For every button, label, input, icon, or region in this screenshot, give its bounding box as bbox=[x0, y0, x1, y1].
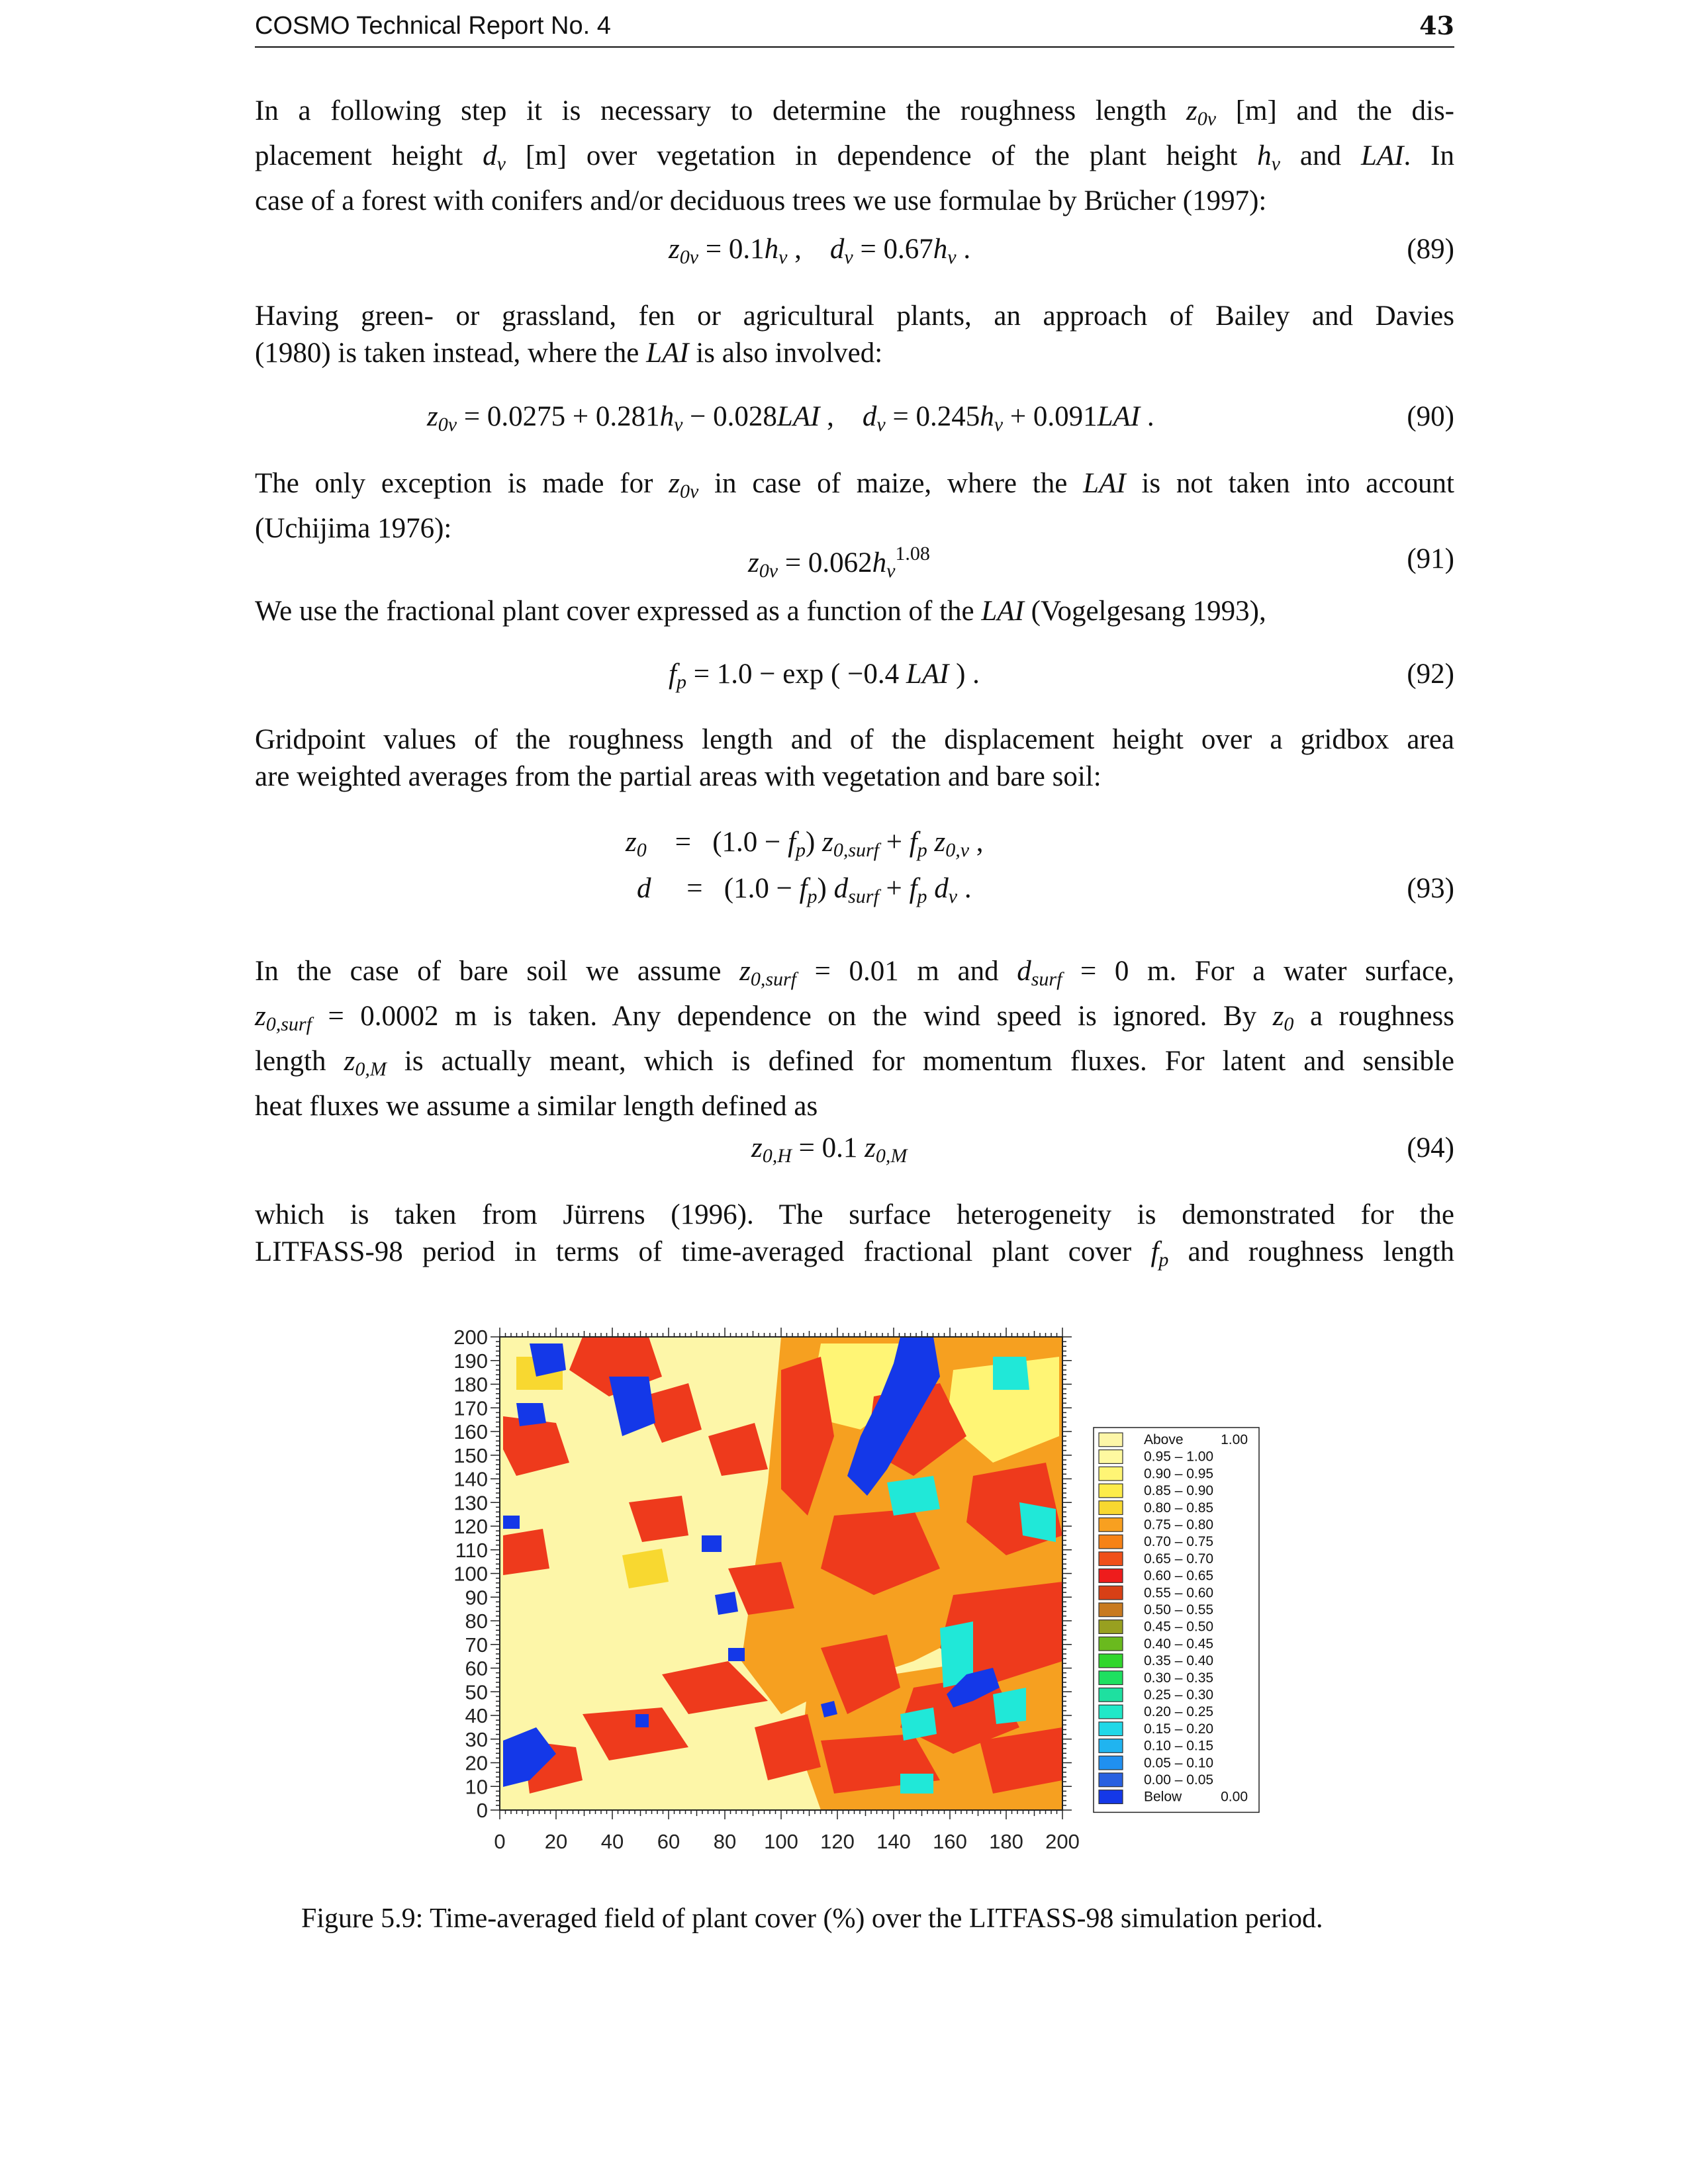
y-tick-label: 0 bbox=[476, 1799, 488, 1822]
legend-swatch bbox=[1099, 1518, 1123, 1532]
heatmap-chart bbox=[410, 1317, 1284, 1886]
text-line: placement height $d_v$ [m] over vegetation in dependence of the plant height $h_v$ and LAI. In bbox=[255, 140, 1454, 175]
report-title: COSMO Technical Report No. 4 bbox=[255, 12, 611, 40]
heatmap-region bbox=[503, 1529, 549, 1575]
equation-89: $z_{0v} = 0.1h_v$ , $d_v = 0.67h_v$ . bbox=[669, 234, 971, 268]
legend-label: 0.30 – 0.35 bbox=[1144, 1670, 1214, 1686]
heatmap-region bbox=[635, 1714, 649, 1727]
legend-swatch bbox=[1099, 1654, 1123, 1668]
paragraph-4 bbox=[255, 593, 1454, 630]
legend-swatch bbox=[1099, 1688, 1123, 1702]
legend-swatch bbox=[1099, 1671, 1123, 1685]
y-tick-label: 60 bbox=[465, 1657, 488, 1680]
legend-swatch bbox=[1099, 1569, 1123, 1583]
paragraph-6 bbox=[255, 953, 1454, 1125]
equation-number: (94) bbox=[1407, 1132, 1454, 1163]
equation-93-line2: d = $(1.0 - f_p)$ $d_{surf} + f_p$ $d_v$ . bbox=[637, 873, 972, 907]
legend-label: 0.75 – 0.80 bbox=[1144, 1517, 1214, 1533]
x-tick-label: 40 bbox=[600, 1830, 624, 1853]
paragraph-2 bbox=[255, 298, 1454, 372]
text-line: (1980) is taken instead, where the LAI is also involved: bbox=[255, 338, 883, 369]
legend-label: 0.50 – 0.55 bbox=[1144, 1602, 1214, 1617]
heatmap-region bbox=[516, 1403, 546, 1426]
equation-number: (93) bbox=[1407, 873, 1454, 904]
y-tick-label: 20 bbox=[465, 1751, 488, 1775]
x-tick-label: 100 bbox=[764, 1830, 798, 1853]
y-tick-label: 120 bbox=[453, 1515, 488, 1538]
legend-swatch bbox=[1099, 1739, 1123, 1753]
y-tick-label: 170 bbox=[453, 1396, 488, 1420]
text-line: heat fluxes we assume a similar length defined as bbox=[255, 1091, 818, 1122]
legend-label: 0.05 – 0.10 bbox=[1144, 1755, 1214, 1771]
legend-swatch bbox=[1099, 1467, 1123, 1480]
legend-swatch bbox=[1099, 1433, 1123, 1447]
legend-label: 0.55 – 0.60 bbox=[1144, 1585, 1214, 1601]
text-line: (Uchijima 1976): bbox=[255, 513, 452, 544]
legend-swatch bbox=[1099, 1501, 1123, 1515]
x-tick-label: 60 bbox=[657, 1830, 680, 1853]
text-line: We use the fractional plant cover expressed as a function of the LAI (Vogelgesang 1993), bbox=[255, 596, 1266, 627]
y-tick-label: 50 bbox=[465, 1680, 488, 1704]
x-tick-label: 160 bbox=[933, 1830, 967, 1853]
legend-swatch bbox=[1099, 1637, 1123, 1651]
heatmap-region bbox=[715, 1592, 738, 1615]
legend-label: 0.85 – 0.90 bbox=[1144, 1483, 1214, 1499]
equation-92: $f_p = 1.0 - \exp$ ( −0.4 LAI ) . bbox=[669, 659, 980, 693]
legend-label: 0.00 – 0.05 bbox=[1144, 1772, 1214, 1788]
legend-label: 0.45 – 0.50 bbox=[1144, 1619, 1214, 1635]
legend-label: 0.25 – 0.30 bbox=[1144, 1687, 1214, 1703]
heatmap-region bbox=[622, 1549, 669, 1588]
equation-90: $z_{0v} = 0.0275 + 0.281h_v - 0.028LAI$ , $d_v = 0.245h_v + 0.091LAI$ . bbox=[427, 401, 1154, 435]
legend-label: Above bbox=[1144, 1432, 1184, 1447]
heatmap-region bbox=[728, 1648, 745, 1661]
legend-label: 0.10 – 0.15 bbox=[1144, 1738, 1214, 1754]
text-line: In the case of bare soil we assume $z_{0,surf} = 0.01$ m and $d_{surf} = 0$ m. For a water surface, bbox=[255, 956, 1454, 990]
legend-value: 1.00 bbox=[1221, 1432, 1248, 1447]
legend-label: 0.35 – 0.40 bbox=[1144, 1653, 1214, 1669]
heatmap-region bbox=[900, 1774, 933, 1794]
legend-swatch bbox=[1099, 1450, 1123, 1464]
x-tick-label: 140 bbox=[876, 1830, 911, 1853]
x-tick-label: 80 bbox=[713, 1830, 737, 1853]
heatmap-region bbox=[887, 1476, 940, 1516]
x-tick-label: 0 bbox=[494, 1830, 506, 1853]
y-tick-label: 150 bbox=[453, 1443, 488, 1467]
legend-label: 0.60 – 0.65 bbox=[1144, 1568, 1214, 1584]
text-line: In a following step it is necessary to determine the roughness length $z_{0v}$ [m] and the dis- bbox=[255, 95, 1455, 130]
legend-swatch bbox=[1099, 1535, 1123, 1549]
y-tick-label: 200 bbox=[453, 1326, 488, 1349]
x-tick-label: 180 bbox=[989, 1830, 1023, 1853]
y-tick-label: 190 bbox=[453, 1349, 488, 1373]
text-line: Having green- or grassland, fen or agricultural plants, an approach of Bailey and Davies bbox=[255, 300, 1454, 332]
y-tick-label: 40 bbox=[465, 1704, 488, 1727]
text-line: which is taken from Jürrens (1996). The surface heterogeneity is demonstrated for the bbox=[255, 1199, 1454, 1230]
legend-swatch bbox=[1099, 1603, 1123, 1617]
text-line: $z_{0,surf} = 0.0002$ m is taken. Any dependence on the wind speed is ignored. By $z_0$ a roughness bbox=[255, 1001, 1454, 1035]
y-tick-label: 90 bbox=[465, 1586, 488, 1610]
heatmap-region bbox=[702, 1535, 722, 1552]
y-tick-label: 100 bbox=[453, 1562, 488, 1586]
legend-label: 0.15 – 0.20 bbox=[1144, 1721, 1214, 1737]
legend-label: 0.70 – 0.75 bbox=[1144, 1534, 1214, 1550]
heatmap-field bbox=[500, 1337, 1062, 1810]
text-line: Gridpoint values of the roughness length and of the displacement height over a gridbox area bbox=[255, 724, 1454, 755]
legend-label: 0.95 – 1.00 bbox=[1144, 1449, 1214, 1465]
equation-94: $z_{0,H} = 0.1$ $z_{0,M}$ bbox=[751, 1132, 908, 1167]
legend-swatch bbox=[1099, 1722, 1123, 1736]
equation-number: (89) bbox=[1407, 234, 1454, 265]
text-line: LITFASS-98 period in terms of time-averaged fractional plant cover $f_p$ and roughness length bbox=[255, 1236, 1454, 1271]
y-tick-label: 30 bbox=[465, 1727, 488, 1751]
text-line: length $z_{0,M}$ is actually meant, which is defined for momentum fluxes. For latent and sensible bbox=[255, 1046, 1454, 1080]
legend-swatch bbox=[1099, 1552, 1123, 1566]
legend-label: Below bbox=[1144, 1789, 1182, 1805]
legend-swatch bbox=[1099, 1705, 1123, 1719]
paragraph-7 bbox=[255, 1197, 1454, 1279]
y-tick-label: 130 bbox=[453, 1491, 488, 1515]
y-tick-label: 80 bbox=[465, 1610, 488, 1633]
paragraph-1 bbox=[255, 93, 1454, 220]
figure-caption: Figure 5.9: Time-averaged field of plant cover (%) over the LITFASS-98 simulation period. bbox=[301, 1903, 1323, 1934]
page-number: 43 bbox=[1419, 11, 1454, 40]
equation-number: (92) bbox=[1407, 659, 1454, 690]
legend-swatch bbox=[1099, 1790, 1123, 1804]
legend-label: 0.80 – 0.85 bbox=[1144, 1500, 1214, 1516]
heatmap-region bbox=[503, 1516, 520, 1529]
legend-label: 0.40 – 0.45 bbox=[1144, 1636, 1214, 1652]
paragraph-5 bbox=[255, 721, 1454, 796]
y-tick-label: 140 bbox=[453, 1467, 488, 1491]
plant-cover-figure bbox=[410, 1317, 1284, 1886]
x-tick-label: 20 bbox=[544, 1830, 568, 1853]
equation-93-line1: $z_0$ = $(1.0 - f_p)$ $z_{0,surf} + f_p$ $z_{0,v}$ , bbox=[626, 827, 984, 861]
text-line: The only exception is made for $z_{0v}$ in case of maize, where the LAI is not taken into account bbox=[255, 468, 1455, 502]
heatmap-region bbox=[993, 1357, 1029, 1390]
legend-swatch bbox=[1099, 1484, 1123, 1498]
equation-91: $z_{0v} = 0.062h_v^{1.08}$ bbox=[748, 543, 930, 582]
x-tick-label: 200 bbox=[1045, 1830, 1080, 1853]
y-tick-label: 10 bbox=[465, 1775, 488, 1799]
x-tick-label: 120 bbox=[820, 1830, 855, 1853]
legend-label: 0.65 – 0.70 bbox=[1144, 1551, 1214, 1567]
y-tick-label: 110 bbox=[455, 1538, 488, 1562]
legend-label: 0.20 – 0.25 bbox=[1144, 1704, 1214, 1720]
text-line: are weighted averages from the partial areas with vegetation and bare soil: bbox=[255, 761, 1102, 792]
equation-number: (90) bbox=[1407, 401, 1454, 432]
y-tick-label: 180 bbox=[453, 1373, 488, 1396]
text-line: case of a forest with conifers and/or deciduous trees we use formulae by Brücher (1997): bbox=[255, 185, 1267, 216]
y-tick-label: 70 bbox=[465, 1633, 488, 1657]
legend-swatch bbox=[1099, 1586, 1123, 1600]
page-header bbox=[255, 9, 1454, 48]
paragraph-3 bbox=[255, 465, 1454, 547]
legend-swatch bbox=[1099, 1620, 1123, 1634]
equation-number: (91) bbox=[1407, 543, 1454, 574]
y-tick-label: 160 bbox=[453, 1420, 488, 1443]
legend-value: 0.00 bbox=[1221, 1789, 1248, 1805]
legend-label: 0.90 – 0.95 bbox=[1144, 1466, 1214, 1482]
color-legend bbox=[1094, 1428, 1259, 1812]
legend-swatch bbox=[1099, 1756, 1123, 1770]
legend-swatch bbox=[1099, 1773, 1123, 1787]
